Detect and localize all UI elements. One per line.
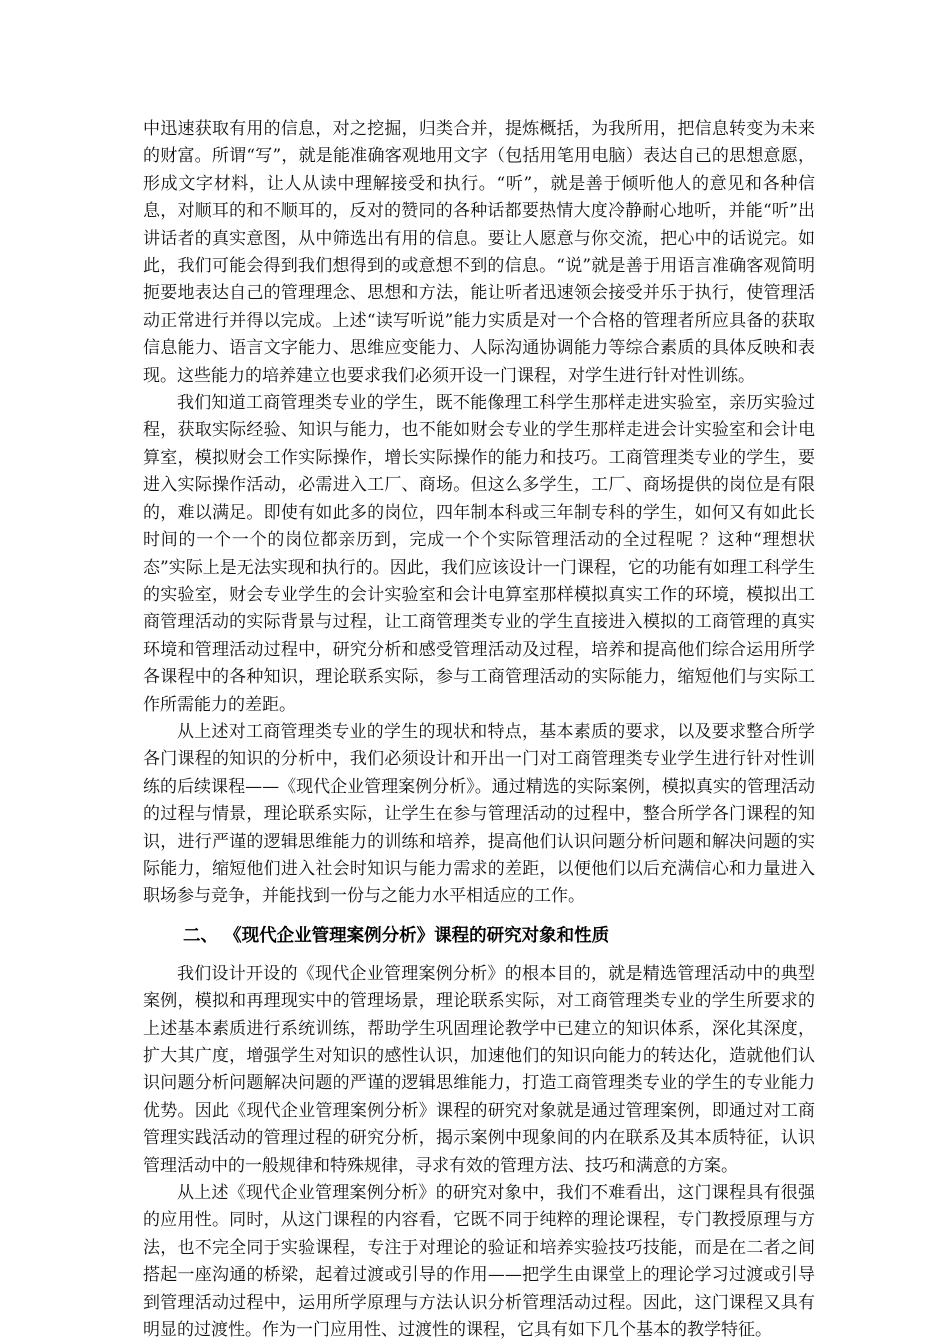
document-body bbox=[143, 116, 815, 1344]
paragraph-continued: 中迅速获取有用的信息，对之挖掘，归类合并，提炼概括，为我所用，把信息转变为未来的财富。所谓“写”，就是能准确客观地用文字（包括用笔用电脑）表达自己的思想意愿，形成文字材料，让人从读中理解接受和执行。“听”，就是善于倾听他人的意见和各种信息，对顺耳的和不顺耳的，反对的赞同的各种话都要热情大度冷静耐心地听，并能“听”出讲话者的真实意图，从中筛选出有用的信息。要让人愿意与你交流，把心中的话说完。如此，我们可能会得到我们想得到的或意想不到的信息。“说”就是善于用语言准确客观简明扼要地表达自己的管理理念、思想和方法，能让听者迅速领会接受并乐于执行，使管理活动正常进行并得以完成。上述“读写听说”能力实质是对一个合格的管理者所应具备的获取信息能力、语言文字能力、思维应变能力、人际沟通协调能力等综合素质的具体反映和表现。这些能力的培养建立也要求我们必须开设一门课程，对学生进行针对性训练。 bbox=[143, 119, 815, 386]
paragraph: 从上述对工商管理类专业的学生的现状和特点，基本素质的要求，以及要求整合所学各门课程的知识的分析中，我们必须设计和开出一门对工商管理类专业学生进行针对性训练的后续课程——《现代企业管理案例分析》。通过精选的实际案例，模拟真实的管理活动的过程与情景，理论联系实际，让学生在参与管理活动的过程中，整合所学各门课程的知识，进行严谨的逻辑思维能力的训练和培养，提高他们认识问题分析问题和解决问题的实际能力，缩短他们进入社会时知识与能力需求的差距，以便他们以后充满信心和力量进入职场参与竞争，并能找到一份与之能力水平相适应的工作。 bbox=[143, 721, 815, 907]
paragraph: 我们知道工商管理类专业的学生，既不能像理工科学生那样走进实验室，亲历实验过程，获取实际经验、知识与能力，也不能如财会专业的学生那样走进会计实验室和会计电算室，模拟财会工作实际操作，增长实际操作的能力和技巧。工商管理类专业的学生，要进入实际操作活动，必需进入工厂、商场。但这么多学生，工厂、商场提供的岗位是有限的，难以满足。即使有如此多的岗位，四年制本科或三年制专科的学生，如何又有如此长时间的一个一个的岗位都亲历到，完成一个个实际管理活动的全过程呢 ？这种“理想状态”实际上是无法实现和执行的。因此，我们应该设计一门课程，它的功能有如理工科学生的实验室，财会专业学生的会计实验室和会计电算室那样模拟真实工作的环境，模拟出工商管理活动的实际背景与过程，让工商管理类专业的学生直接进入模拟的工商管理的真实环境和管理活动过程中，研究分析和感受管理活动及过程，培养和提高他们综合运用所学各课程中的各种知识，理论联系实际，参与工商管理活动的实际能力，缩短他们与实际工作所需能力的差距。 bbox=[143, 393, 815, 715]
paragraph: 从上述《现代企业管理案例分析》的研究对象中，我们不难看出，这门课程具有很强的应用性。同时，从这门课程的内容看，它既不同于纯粹的理论课程，专门教授原理与方法，也不完全同于实验课程，专注于对理论的验证和培养实验技巧技能，而是在二者之间搭起一座沟通的桥梁，起着过渡或引导的作用——把学生由课堂上的理论学习过渡或引导到管理活动过程中，运用所学原理与方法认识分析管理活动过程。因此，这门课程又具有明显的过渡性。作为一门应用性、过渡性的课程，它具有如下几个基本的教学特征。 bbox=[143, 1183, 815, 1341]
paragraph: 我们设计开设的《现代企业管理案例分析》的根本目的，就是精选管理活动中的典型案例，模拟和再理现实中的管理场景，理论联系实际，对工商管理类专业的学生所要求的上述基本素质进行系统训练，帮助学生巩固理论教学中已建立的知识体系，深化其深度，扩大其广度，增强学生对知识的感性认识，加速他们的知识向能力的转达化，造就他们认识问题分析问题解决问题的严谨的逻辑思维能力，打造工商管理类专业的学生的专业能力优势。因此《现代企业管理案例分析》课程的研究对象就是通过管理案例，即通过对工商管理实践活动的管理过程的研究分析，揭示案例中现象间的内在联系及其本质特征，认识管理活动中的一般规律和特殊规律，寻求有效的管理方法、技巧和满意的方案。 bbox=[143, 963, 815, 1176]
section-heading: 二、 《现代企业管理案例分析》课程的研究对象和性质 bbox=[183, 925, 610, 946]
